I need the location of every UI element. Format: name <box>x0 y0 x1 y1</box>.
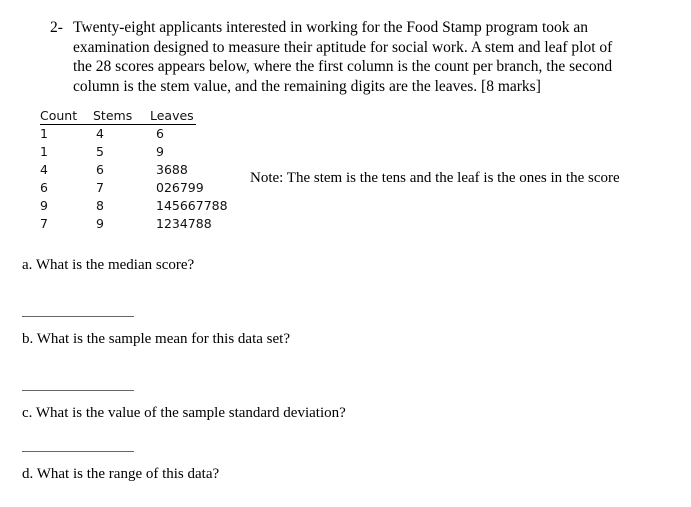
problem-line: examination designed to measure their aptitude for social work. A stem and leaf plot of <box>73 38 613 56</box>
row-count: 6 <box>40 180 48 195</box>
row-leaves: 6 <box>156 126 164 141</box>
row-count: 1 <box>40 126 48 141</box>
header-leaves: Leaves <box>150 108 194 123</box>
row-leaves: 1234788 <box>156 216 212 231</box>
problem-text <box>73 18 660 96</box>
answer-line-a[interactable] <box>22 316 134 317</box>
row-leaves: 3688 <box>156 162 188 177</box>
problem-statement <box>50 18 660 96</box>
question-d: d. What is the range of this data? <box>22 466 220 482</box>
row-stem: 4 <box>96 126 104 141</box>
answer-line-b[interactable] <box>22 390 134 391</box>
row-leaves: 145667788 <box>156 198 228 213</box>
row-stem: 5 <box>96 144 104 159</box>
stem-leaf-note: Note: The stem is the tens and the leaf is the ones in the score <box>250 170 620 186</box>
question-a: a. What is the median score? <box>22 257 195 273</box>
question-b: b. What is the sample mean for this data set? <box>22 331 290 347</box>
problem-line: Twenty-eight applicants interested in working for the Food Stamp program took an <box>73 19 589 36</box>
header-underline <box>40 124 196 125</box>
problem-number: 2- <box>50 19 63 36</box>
row-count: 7 <box>40 216 48 231</box>
problem-line: column is the stem value, and the remaining digits are the leaves. [8 marks] <box>73 77 541 95</box>
row-stem: 8 <box>96 198 104 213</box>
row-leaves: 026799 <box>156 180 204 195</box>
row-stem: 6 <box>96 162 104 177</box>
problem-line: the 28 scores appears below, where the first column is the count per branch, the second <box>73 58 613 75</box>
row-count: 1 <box>40 144 48 159</box>
row-count: 4 <box>40 162 48 177</box>
row-count: 9 <box>40 198 48 213</box>
question-c: c. What is the value of the sample standard deviation? <box>22 405 346 421</box>
header-stems: Stems <box>93 108 133 123</box>
row-stem: 7 <box>96 180 104 195</box>
row-stem: 9 <box>96 216 104 231</box>
header-count: Count <box>40 108 78 123</box>
answer-line-c[interactable] <box>22 451 134 452</box>
row-leaves: 9 <box>156 144 164 159</box>
